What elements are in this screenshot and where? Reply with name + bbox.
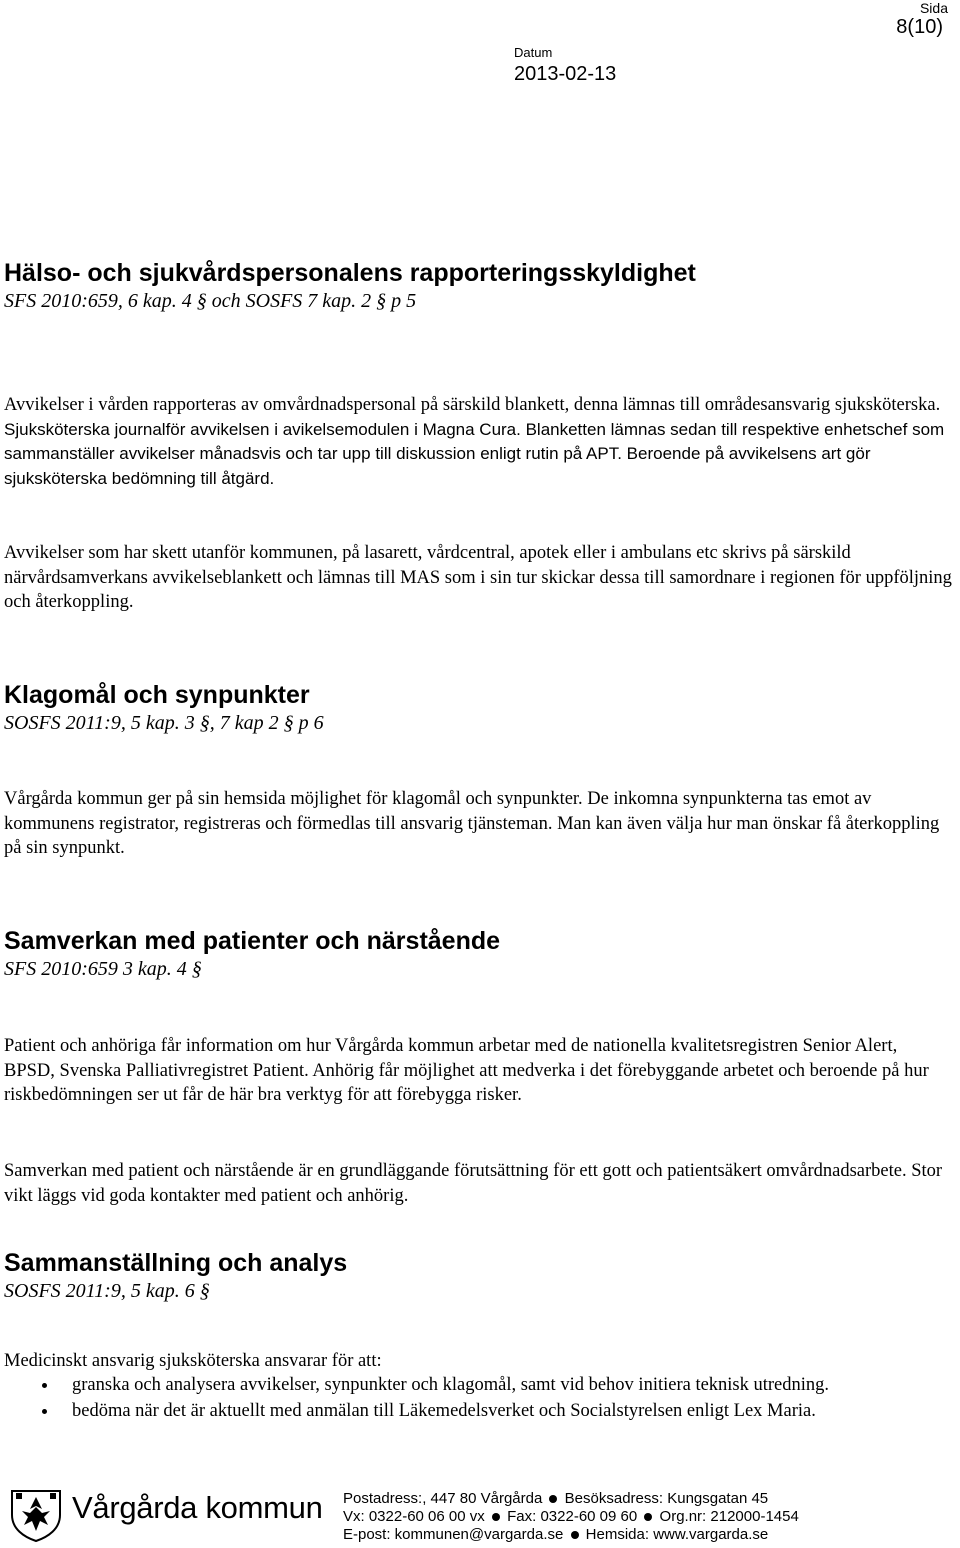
visit-label: Besöksadress:: [564, 1490, 664, 1507]
section-reference: SFS 2010:659 3 kap. 4 §: [4, 958, 202, 980]
bullet-list: [4, 1372, 960, 1424]
section-reference: SOSFS 2011:9, 5 kap. 6 §: [4, 1280, 210, 1302]
section-reporting: [4, 258, 696, 314]
email-link[interactable]: E-post: kommunen@vargarda.se: [343, 1526, 564, 1543]
section-complaints: [4, 680, 324, 736]
section-reference: SOSFS 2011:9, 5 kap. 3 §, 7 kap 2 § p 6: [4, 712, 324, 734]
paragraph: Vårgårda kommun ger på sin hemsida möjlighet för klagomål och synpunkter. De inkomna synpunkterna tas emot av kommunens registrator, registreras och förmedlas till ansvarig tjänsteman. Man kan även välja hur man önskar få återkoppling på sin synpunkt.: [4, 789, 940, 858]
list-item: bedöma när det är aktuellt med anmälan till Läkemedelsverket och Socialstyrelsen enligt Lex Maria.: [4, 1398, 960, 1424]
footer-line-phone: [343, 1508, 799, 1526]
section-analysis: [4, 1248, 347, 1304]
section-title: Sammanställning och analys: [4, 1249, 348, 1277]
paragraph: Avvikelser som har skett utanför kommunen, på lasarett, vårdcentral, apotek eller i ambulans etc skrivs på särskild närvårdsamverkans avvikelseblankett och lämnas till MAS som i sin tur skickar dessa till samordnare i regionen för uppföljning och återkoppling.: [4, 543, 952, 612]
section-collaboration: [4, 926, 500, 982]
postal-value: , 447 80 Vårgårda: [422, 1490, 543, 1507]
coat-of-arms-icon: [6, 1487, 66, 1543]
bullet-dot: [492, 1513, 500, 1521]
page-label: Sida: [919, 0, 948, 16]
paragraph: Samverkan med patient och närstående är en grundläggande förutsättning för ett gott och patientsäkert omvårdnadsarbete. Stor vikt läggs vid goda kontakter med patient och anhörig.: [4, 1161, 943, 1206]
bullet-dot: [571, 1531, 579, 1539]
visit-value: Kungsgatan 45: [667, 1490, 769, 1507]
bullet-dot: [549, 1495, 557, 1503]
website-link[interactable]: Hemsida: www.vargarda.se: [585, 1526, 769, 1543]
date-label: Datum: [514, 45, 553, 60]
section-title: Hälso- och sjukvårdspersonalens rapporteringsskyldighet: [4, 259, 696, 287]
bullet-dot: [644, 1513, 652, 1521]
date-value: 2013-02-13: [514, 63, 617, 85]
organization-name: Vårgårda kommun: [72, 1490, 323, 1525]
paragraph-intro: Medicinskt ansvarig sjuksköterska ansvarar för att:: [4, 1351, 382, 1371]
org-number: Org.nr: 212000-1454: [659, 1508, 799, 1525]
postal-label: Postadress:: [343, 1490, 423, 1507]
footer-contact-info: [343, 1490, 799, 1544]
paragraph: Patient och anhöriga får information om hur Vårgårda kommun arbetar med de nationella kvalitetsregistren Senior Alert, BPSD, Svenska Palliativregistret Patient. Anhörig får möjlighet att medverka i det förebyggande arbetet och beroende på hur riskbedömningen ser ut får de här bra verktyg för att förebygga risker.: [4, 1036, 929, 1105]
list-item: granska och analysera avvikelser, synpunkter och klagomål, samt vid behov initiera teknisk utredning.: [4, 1372, 960, 1398]
paragraph-text-sans: Sjuksköterska journalför avvikelsen i avikelsemodulen i Magna Cura. Blanketten lämnas sedan till respektive enhetschef som sammanställer avvikelser månadsvis och tar upp till diskussion enligt rutin på APT. Beroende på avvikelsens art gör sjuksköterska bedömning till åtgärd.: [4, 419, 945, 488]
page-number: 8(10): [896, 16, 943, 38]
section-title: Klagomål och synpunkter: [4, 681, 310, 709]
phone-number: Vx: 0322-60 06 00 vx: [343, 1508, 485, 1525]
paragraph: [4, 393, 952, 491]
section-title: Samverkan med patienter och närstående: [4, 927, 501, 955]
paragraph-text-serif: Avvikelser i vården rapporteras av omvårdnadspersonal på särskild blankett, denna lämnas till områdesansvarig sjuksköterska.: [4, 395, 941, 415]
footer-line-address: [343, 1490, 799, 1508]
fax-number: Fax: 0322-60 09 60: [507, 1508, 638, 1525]
section-reference: SFS 2010:659, 6 kap. 4 § och SOSFS 7 kap. 2 § p 5: [4, 290, 417, 312]
footer-line-web: [343, 1526, 799, 1544]
